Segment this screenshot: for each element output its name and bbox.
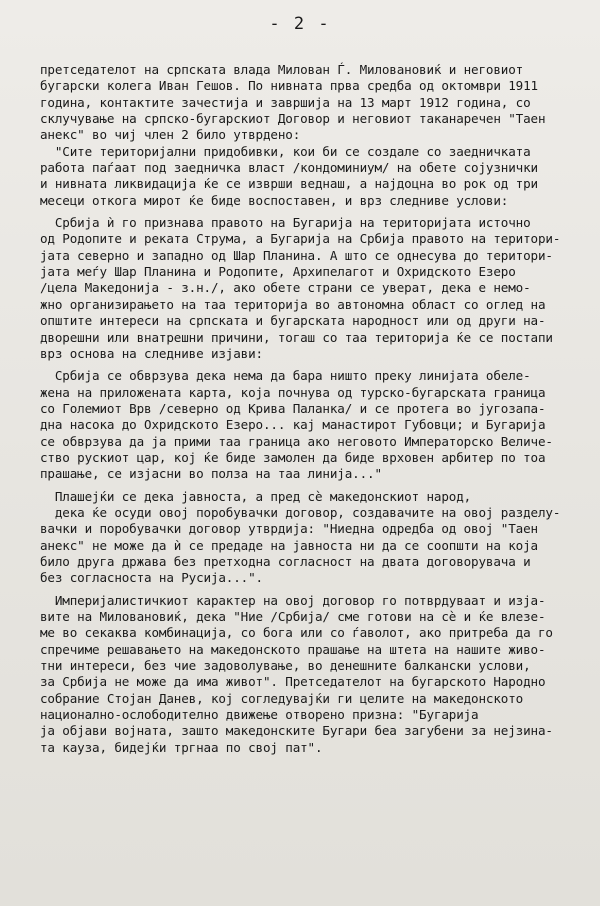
text-line: вите на Миловановиќ, дека "Ние /Србија/ сме готови на сѐ и ќе влезе- — [40, 609, 546, 624]
body-text — [40, 62, 588, 756]
text-line: месеци откога мирот ќе биде воспоставен, и врз следниве услови: — [40, 192, 509, 208]
text-line: /цела Македонија - з.н./, ако обете страни се уверат, дека е немо- — [40, 280, 531, 296]
text-line: тни интереси, без чие задоволување, во денешните балкански услови, — [40, 658, 531, 674]
text-line: жно организирањето на таа територија во автономна област со оглед на — [40, 296, 546, 312]
text-line: собрание Стојан Данев, кој согледувајќи ги целите на македонското — [40, 690, 524, 706]
text-line: било друга држава без претходна согласност на двата договорувача и — [40, 553, 531, 569]
text-line: од Родопите и реката Струма, а Бугарија на Србија правото на територи- — [40, 231, 561, 247]
text-line: та кауза, бидејќи тргнаа по свој пат". — [40, 739, 323, 755]
text-line: општите интереси на српската и бугарската народност или од други на- — [40, 313, 546, 329]
text-line: година, контактите зачестија и завршија на 13 март 1912 година, со — [40, 94, 531, 110]
page-number: - 2 - — [269, 14, 331, 34]
text-line: склучување на српско-бугарскиот Договор и неговиот таканаречен "Таен — [40, 111, 546, 127]
text-line: и нивната ликвидација ќе се изврши веднаш, а најдоцна во рок од три — [40, 176, 538, 192]
text-line: со Големиот Врв /северно од Крива Паланка/ и се протега во југозапа- — [40, 400, 546, 416]
text-line: жена на приложената карта, која почнува од турско-бугарската граница — [40, 384, 546, 400]
text-line: претседателот на српската влада Милован Ѓ. Миловановиќ и неговиот — [40, 62, 524, 77]
text-line: дна насока до Охридското Езеро... кај манастирот Губовци; и Бугарија — [40, 417, 546, 433]
text-line: спречиме решавањето на македонското прашање на штета на нашите живо- — [40, 641, 546, 657]
text-line: јата меѓу Шар Планина и Родопите, Архипелагот и Охридското Езеро — [40, 264, 516, 280]
text-line: Плашејќи се дека јавноста, а пред сѐ македонскиот народ, — [40, 488, 472, 504]
text-line: се обврзува да ја прими таа граница ако неговото Императорско Величе- — [40, 433, 553, 449]
text-line: анекс" во чиј член 2 било утврдено: — [40, 127, 301, 143]
text-line: работа паѓаат под заедничка власт /кондоминиум/ на обете сојузнички — [40, 160, 538, 176]
text-line: ство рускиот цар, кој ќе биде замолен да биде врховен арбитер по тоа — [40, 449, 546, 465]
text-line: национално-ослободително движење отворено призна: "Бугарија — [40, 707, 479, 723]
text-line: дворешни или внатрешни причини, тогаш со таа територија ќе се постапи — [40, 329, 553, 345]
text-line: "Сите територијални придобивки, кои би се создале со заедничката — [40, 143, 531, 159]
text-line: прашање, се изјасни во полза на таа линија..." — [40, 466, 382, 482]
text-line: анекс" не може да ѝ се предаде на јавноста ни да се соопшти на која — [40, 537, 538, 553]
text-line: ме во секаква комбинација, со бога или со ѓаволот, ако притреба да го — [40, 625, 553, 641]
text-line: без согласноста на Русија...". — [40, 570, 263, 586]
text-line: врз основа на следниве изјави: — [40, 345, 263, 361]
text-line: за Србија не може да има живот". Претседателот на бугарското Народно — [40, 674, 546, 690]
text-line: Србија ѝ го признава правото на Бугарија на територијата источно — [40, 215, 531, 231]
text-line: бугарски колега Иван Гешов. По нивната прва средба од октомври 1911 — [40, 78, 538, 94]
text-line: јата северно и западно од Шар Планина. А што се однесува до територи- — [40, 247, 553, 263]
text-line: Србија се обврзува дека нема да бара ништо преку линијата обеле- — [40, 368, 531, 384]
text-line: дека ќе осуди овој поробувачки договор, создавачите на овој разделу- — [40, 504, 561, 520]
text-line: ја објави војната, зашто македонските Бугари беа загубени за нејзина- — [40, 723, 553, 739]
text-line: Империјалистичкиот карактер на овој договор го потврдуваат и изја- — [40, 592, 546, 608]
text-line: вачки и поробувачки договор утврдија: "Ниедна одредба од овој "Таен — [40, 521, 538, 537]
